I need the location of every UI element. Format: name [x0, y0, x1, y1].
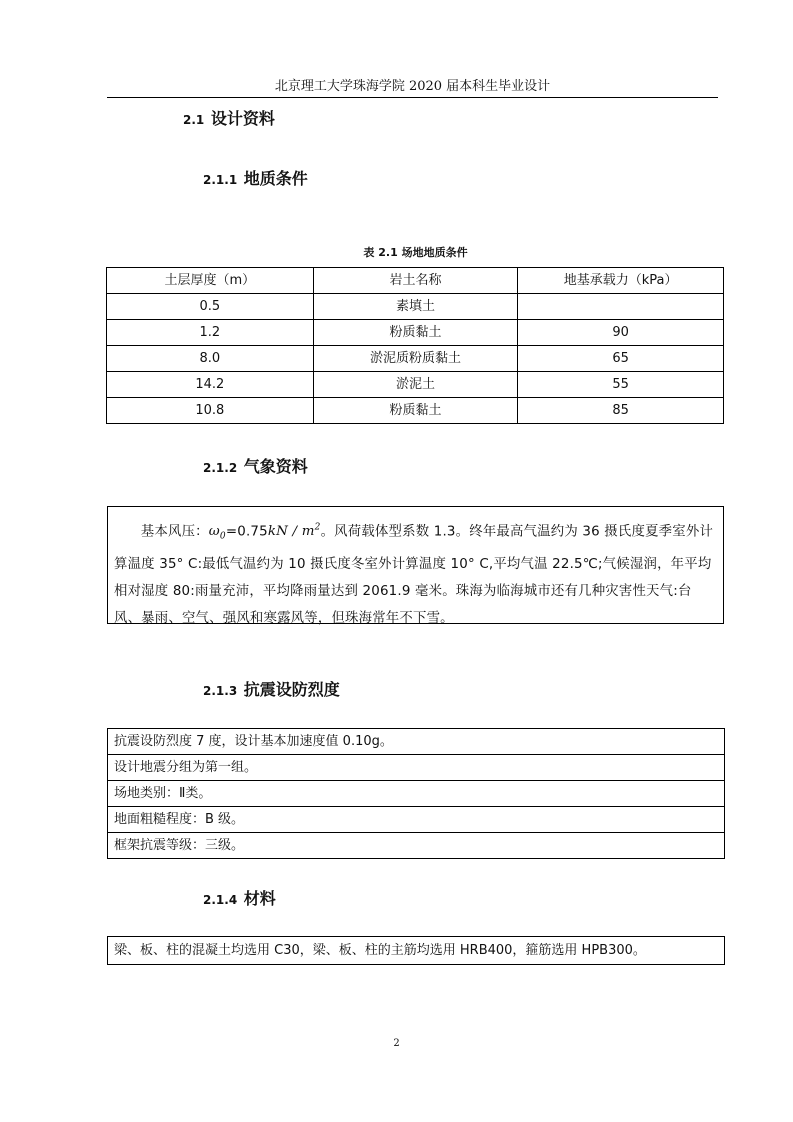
table-cell: 抗震设防烈度 7 度，设计基本加速度值 0.10g。: [108, 729, 725, 755]
climate-title: 气象资料: [243, 457, 308, 476]
table-cell: 淤泥土: [313, 372, 518, 398]
table-cell: 90: [518, 320, 724, 346]
materials-number: 2.1.4: [203, 893, 238, 907]
materials-box: 梁、板、柱的混凝土均选用 C30，梁、板、柱的主筋均选用 HRB400，箍筋选用 HPB300。: [107, 936, 725, 965]
geology-table: [106, 267, 724, 424]
table-cell: 85: [518, 398, 724, 424]
climate-text-before: 基本风压：: [140, 524, 209, 540]
wind-unit-exponent: 2: [314, 523, 321, 533]
seismic-heading: [203, 679, 340, 702]
page-header: 北京理工大学珠海学院 2020 届本科生毕业设计: [274, 79, 551, 94]
wind-symbol-subscript: 0: [219, 532, 226, 543]
column-header: 地基承载力（kPa）: [518, 268, 724, 294]
table-cell: 0.5: [107, 294, 314, 320]
table-row: [107, 346, 724, 372]
table-caption: 表 2.1 场地地质条件: [363, 246, 468, 259]
seismic-table: [107, 728, 725, 859]
table-cell: 55: [518, 372, 724, 398]
wind-unit-kn: kN: [267, 524, 289, 540]
table-cell: 8.0: [107, 346, 314, 372]
table-row: [107, 372, 724, 398]
page-number: 2: [393, 1038, 400, 1049]
seismic-number: 2.1.3: [203, 684, 238, 698]
table-cell: 素填土: [313, 294, 518, 320]
wind-symbol-omega: ω: [208, 524, 220, 540]
wind-value: =0.75: [225, 524, 268, 540]
table-cell: 淤泥质粉质黏土: [313, 346, 518, 372]
header-rule: [107, 97, 718, 98]
section-number: 2.1: [183, 113, 205, 127]
climate-paragraph: [114, 515, 717, 632]
table-header-row: [107, 268, 724, 294]
section-heading: [183, 108, 275, 131]
table-cell: 场地类别：Ⅱ类。: [108, 781, 725, 807]
table-cell: 设计地震分组为第一组。: [108, 755, 725, 781]
table-cell: 14.2: [107, 372, 314, 398]
table-cell: 粉质黏土: [313, 398, 518, 424]
table-cell: 地面粗糙程度：B 级。: [108, 807, 725, 833]
materials-title: 材料: [243, 889, 276, 908]
table-row: [107, 398, 724, 424]
column-header: 土层厚度（m）: [107, 268, 314, 294]
wind-unit-m: m: [301, 524, 315, 540]
table-row: [108, 781, 725, 807]
table-cell: 粉质黏土: [313, 320, 518, 346]
table-row: [108, 833, 725, 859]
seismic-title: 抗震设防烈度: [243, 680, 340, 699]
geology-heading: [203, 168, 308, 191]
table-row: [108, 729, 725, 755]
table-cell: 1.2: [107, 320, 314, 346]
wind-unit: [268, 524, 321, 539]
materials-heading: [203, 888, 276, 911]
wind-unit-slash: /: [288, 524, 302, 540]
climate-text-after: 。风荷载体型系数 1.3。终年最高气温约为 36 摄氏度夏季室外计算温度 35° C:最低气温约为 10 摄氏度冬室外计算温度 10° C,平均气温 22.5℃;气候湿润，年平均相对湿度 80:雨量充沛，平均降雨量达到 2061.9 毫米。珠海为临海城市还有几种灾害性天气:台风、暴雨、空气、强风和寒露风等，但珠海常年不下雪。: [114, 524, 714, 627]
column-header: 岩土名称: [313, 268, 518, 294]
table-row: [108, 807, 725, 833]
section-title: 设计资料: [210, 109, 275, 128]
climate-heading: [203, 456, 308, 479]
table-row: [107, 294, 724, 320]
climate-number: 2.1.2: [203, 461, 238, 475]
geology-title: 地质条件: [243, 169, 308, 188]
geology-number: 2.1.1: [203, 173, 238, 187]
table-row: [108, 755, 725, 781]
climate-box: [107, 506, 724, 627]
wind-symbol: [208, 524, 226, 543]
table-cell: [518, 294, 724, 320]
table-row: [107, 320, 724, 346]
table-cell: 10.8: [107, 398, 314, 424]
table-cell: 框架抗震等级：三级。: [108, 833, 725, 859]
table-cell: 65: [518, 346, 724, 372]
